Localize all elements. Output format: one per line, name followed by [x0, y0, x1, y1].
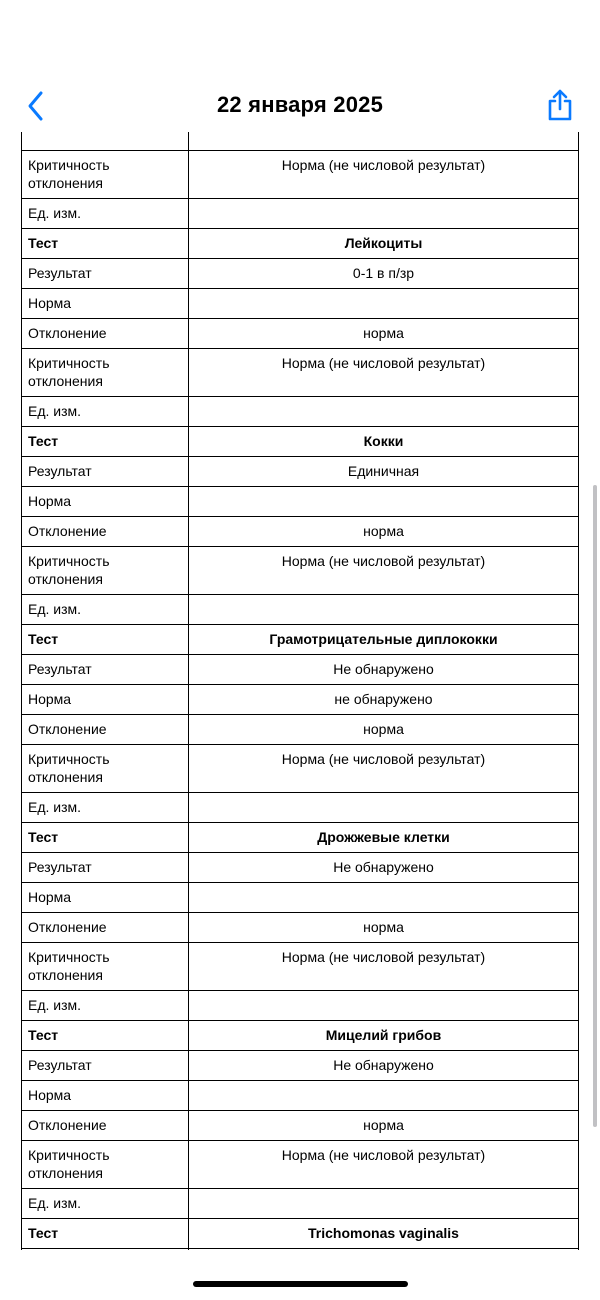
row-value: Норма (не числовой результат) — [189, 349, 579, 397]
row-label: Критичность отклонения — [22, 547, 189, 595]
row-value: Не обнаружено — [189, 655, 579, 685]
test-header-row — [22, 229, 579, 259]
row-value: Грамотрицательные диплококки — [189, 625, 579, 655]
row-label: Ед. изм. — [22, 595, 189, 625]
row-value — [189, 793, 579, 823]
row-label: Отклонение — [22, 913, 189, 943]
table-row — [22, 457, 579, 487]
row-value: норма — [189, 517, 579, 547]
table-row — [22, 745, 579, 793]
table-row — [22, 289, 579, 319]
row-label: Ед. изм. — [22, 991, 189, 1021]
row-label: Результат — [22, 1051, 189, 1081]
table-row — [22, 655, 579, 685]
row-value: норма — [189, 715, 579, 745]
row-value: Не обнаружено — [189, 853, 579, 883]
row-value: 0-1 в п/зр — [189, 259, 579, 289]
table-row — [22, 547, 579, 595]
share-button[interactable] — [542, 86, 578, 124]
navigation-bar — [0, 80, 600, 132]
row-label: Результат — [22, 853, 189, 883]
row-label: Критичность отклонения — [22, 943, 189, 991]
table-row — [22, 1141, 579, 1189]
row-value — [189, 991, 579, 1021]
row-value — [189, 1249, 579, 1251]
row-value — [189, 595, 579, 625]
table-row — [22, 1189, 579, 1219]
test-header-row — [22, 823, 579, 853]
row-label — [22, 1249, 189, 1251]
table-row — [22, 132, 579, 151]
row-label: Ед. изм. — [22, 793, 189, 823]
table-row — [22, 1249, 579, 1251]
test-header-row — [22, 1219, 579, 1249]
row-label: Отклонение — [22, 1111, 189, 1141]
row-value: Лейкоциты — [189, 229, 579, 259]
row-label: Критичность отклонения — [22, 349, 189, 397]
table-row — [22, 715, 579, 745]
table-row — [22, 1111, 579, 1141]
row-label: Результат — [22, 655, 189, 685]
row-label: Ед. изм. — [22, 199, 189, 229]
test-header-row — [22, 1021, 579, 1051]
home-indicator — [193, 1281, 408, 1287]
row-value: Норма (не числовой результат) — [189, 745, 579, 793]
row-value: Норма (не числовой результат) — [189, 943, 579, 991]
row-value — [189, 1081, 579, 1111]
row-label: Ед. изм. — [22, 1189, 189, 1219]
table-row — [22, 1081, 579, 1111]
table-row — [22, 397, 579, 427]
row-label: Норма — [22, 883, 189, 913]
row-value: Единичная — [189, 457, 579, 487]
row-label: Результат — [22, 259, 189, 289]
test-header-row — [22, 427, 579, 457]
table-row — [22, 259, 579, 289]
row-value — [189, 1189, 579, 1219]
table-row — [22, 517, 579, 547]
row-label: Ед. изм. — [22, 397, 189, 427]
test-header-row — [22, 625, 579, 655]
row-value — [189, 199, 579, 229]
row-label: Тест — [22, 1021, 189, 1051]
row-label: Результат — [22, 457, 189, 487]
table-row — [22, 943, 579, 991]
row-label: Критичность отклонения — [22, 1141, 189, 1189]
page-title: 22 января 2025 — [216, 92, 384, 117]
scrollbar[interactable] — [593, 485, 597, 1127]
row-value — [189, 289, 579, 319]
table-row — [22, 853, 579, 883]
row-label: Норма — [22, 289, 189, 319]
row-label: Отклонение — [22, 715, 189, 745]
row-label: Отклонение — [22, 517, 189, 547]
row-label: Тест — [22, 1219, 189, 1249]
row-value — [189, 487, 579, 517]
row-value — [189, 132, 579, 151]
table-row — [22, 793, 579, 823]
table-row — [22, 319, 579, 349]
row-value — [189, 883, 579, 913]
row-label: Норма — [22, 685, 189, 715]
table-row — [22, 991, 579, 1021]
table-row — [22, 883, 579, 913]
row-label: Норма — [22, 1081, 189, 1111]
results-table — [21, 132, 579, 1250]
table-row — [22, 685, 579, 715]
row-value: Норма (не числовой результат) — [189, 1141, 579, 1189]
row-label — [22, 132, 189, 151]
row-value: норма — [189, 1111, 579, 1141]
row-label: Норма — [22, 487, 189, 517]
table-row — [22, 913, 579, 943]
row-label: Отклонение — [22, 319, 189, 349]
row-label: Критичность отклонения — [22, 151, 189, 199]
table-row — [22, 1051, 579, 1081]
row-value: норма — [189, 319, 579, 349]
row-value: Мицелий грибов — [189, 1021, 579, 1051]
table-row — [22, 487, 579, 517]
report-scroll-area[interactable] — [0, 132, 600, 1250]
row-value: Не обнаружено — [189, 1051, 579, 1081]
row-value — [189, 397, 579, 427]
row-label: Тест — [22, 229, 189, 259]
row-value: не обнаружено — [189, 685, 579, 715]
row-value: Trichomonas vaginalis — [189, 1219, 579, 1249]
row-value: Норма (не числовой результат) — [189, 151, 579, 199]
table-row — [22, 199, 579, 229]
share-icon — [546, 89, 574, 121]
table-row — [22, 349, 579, 397]
row-value: Дрожжевые клетки — [189, 823, 579, 853]
table-row — [22, 151, 579, 199]
row-label: Тест — [22, 427, 189, 457]
row-value: Норма (не числовой результат) — [189, 547, 579, 595]
row-value: норма — [189, 913, 579, 943]
row-label: Критичность отклонения — [22, 745, 189, 793]
table-row — [22, 595, 579, 625]
row-value: Кокки — [189, 427, 579, 457]
row-label: Тест — [22, 823, 189, 853]
row-label: Тест — [22, 625, 189, 655]
